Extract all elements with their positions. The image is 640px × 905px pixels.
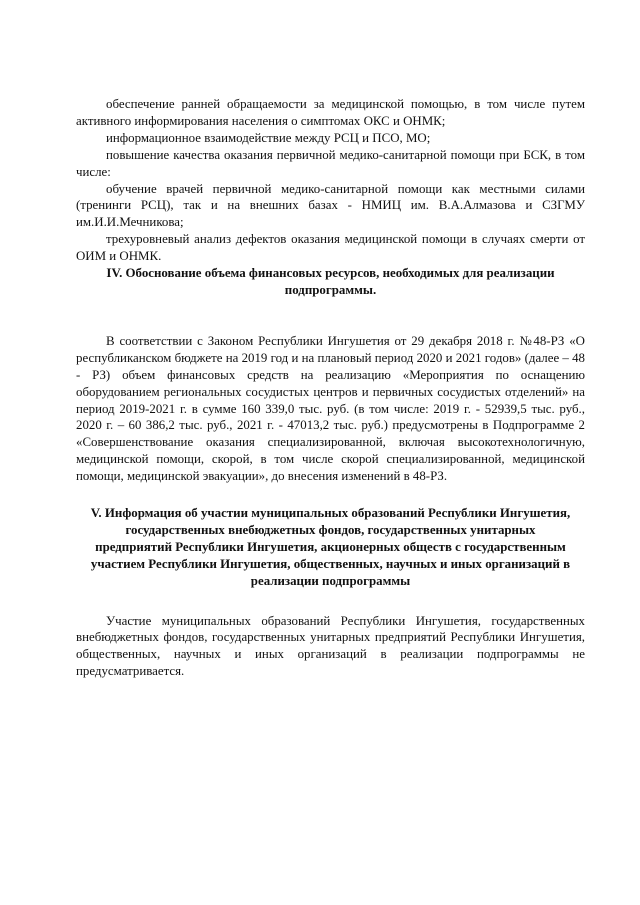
section-5-heading: V. Информация об участии муниципальных образований Республики Ингушетия, государственных внебюджетных фондов, государственных унитарных предприятий Республики Ингушетия, акционерных обществ с государственным участием Республики Ингушетия, общественных, научных и иных организаций в реализации подпрограммы bbox=[90, 506, 571, 588]
spacer bbox=[76, 485, 585, 505]
section-4-paragraph: В соответствии с Законом Республики Ингушетия от 29 декабря 2018 г. №48-РЗ «О республиканском бюджете на 2019 год и на плановый период 2020 и 2021 годов» (далее – 48 - РЗ) объем финансовых средств на реализацию «Мероприятия по оснащению оборудованием региональных сосудистых центров и первичных сосудистых отделений» на период 2019-2021 г. в сумме 160 339,0 тыс. руб. (в том числе: 2019 г. - 52939,5 тыс. руб., 2020 г. – 60 386,2 тыс. руб., 2021 г. - 47013,2 тыс. руб.) предусмотрены в Подпрограмме 2 «Совершенствование оказания специализированной, включая высокотехнологичную, медицинской помощи, скорой, в том числе скорой специализированной, медицинской помощи, медицинской эвакуации», до внесения изменений в 48-РЗ. bbox=[76, 333, 585, 484]
list-item: обеспечение ранней обращаемости за медицинской помощью, в том числе путем активного информирования населения о симптомах ОКС и ОНМК; bbox=[76, 97, 585, 128]
list-item: трехуровневый анализ дефектов оказания медицинской помощи в случаях смерти от ОИМ и ОНМК. bbox=[76, 232, 585, 264]
spacer bbox=[76, 590, 585, 613]
list-item: повышение качества оказания первичной медико-санитарной помощи при БСК, в том числе: bbox=[76, 147, 585, 179]
list-item: обучение врачей первичной медико-санитарной помощи как местными силами (тренинги РСЦ), так и на внешних базах - НМИЦ им. В.А.Алмазова и СЗГМУ им.И.И.Мечникова; bbox=[76, 181, 585, 230]
section-4-heading: IV. Обоснование объема финансовых ресурсов, необходимых для реализации подпрограммы. bbox=[106, 266, 555, 297]
section-5-paragraph: Участие муниципальных образований Республики Ингушетия, государственных внебюджетных фондов, государственных унитарных предприятий Республики Ингушетия, общественных, научных и иных организаций в реализации подпрограммы не предусматривается. bbox=[76, 613, 585, 679]
spacer bbox=[76, 299, 585, 333]
list-item: информационное взаимодействие между РСЦ и ПСО, МО; bbox=[106, 130, 431, 145]
